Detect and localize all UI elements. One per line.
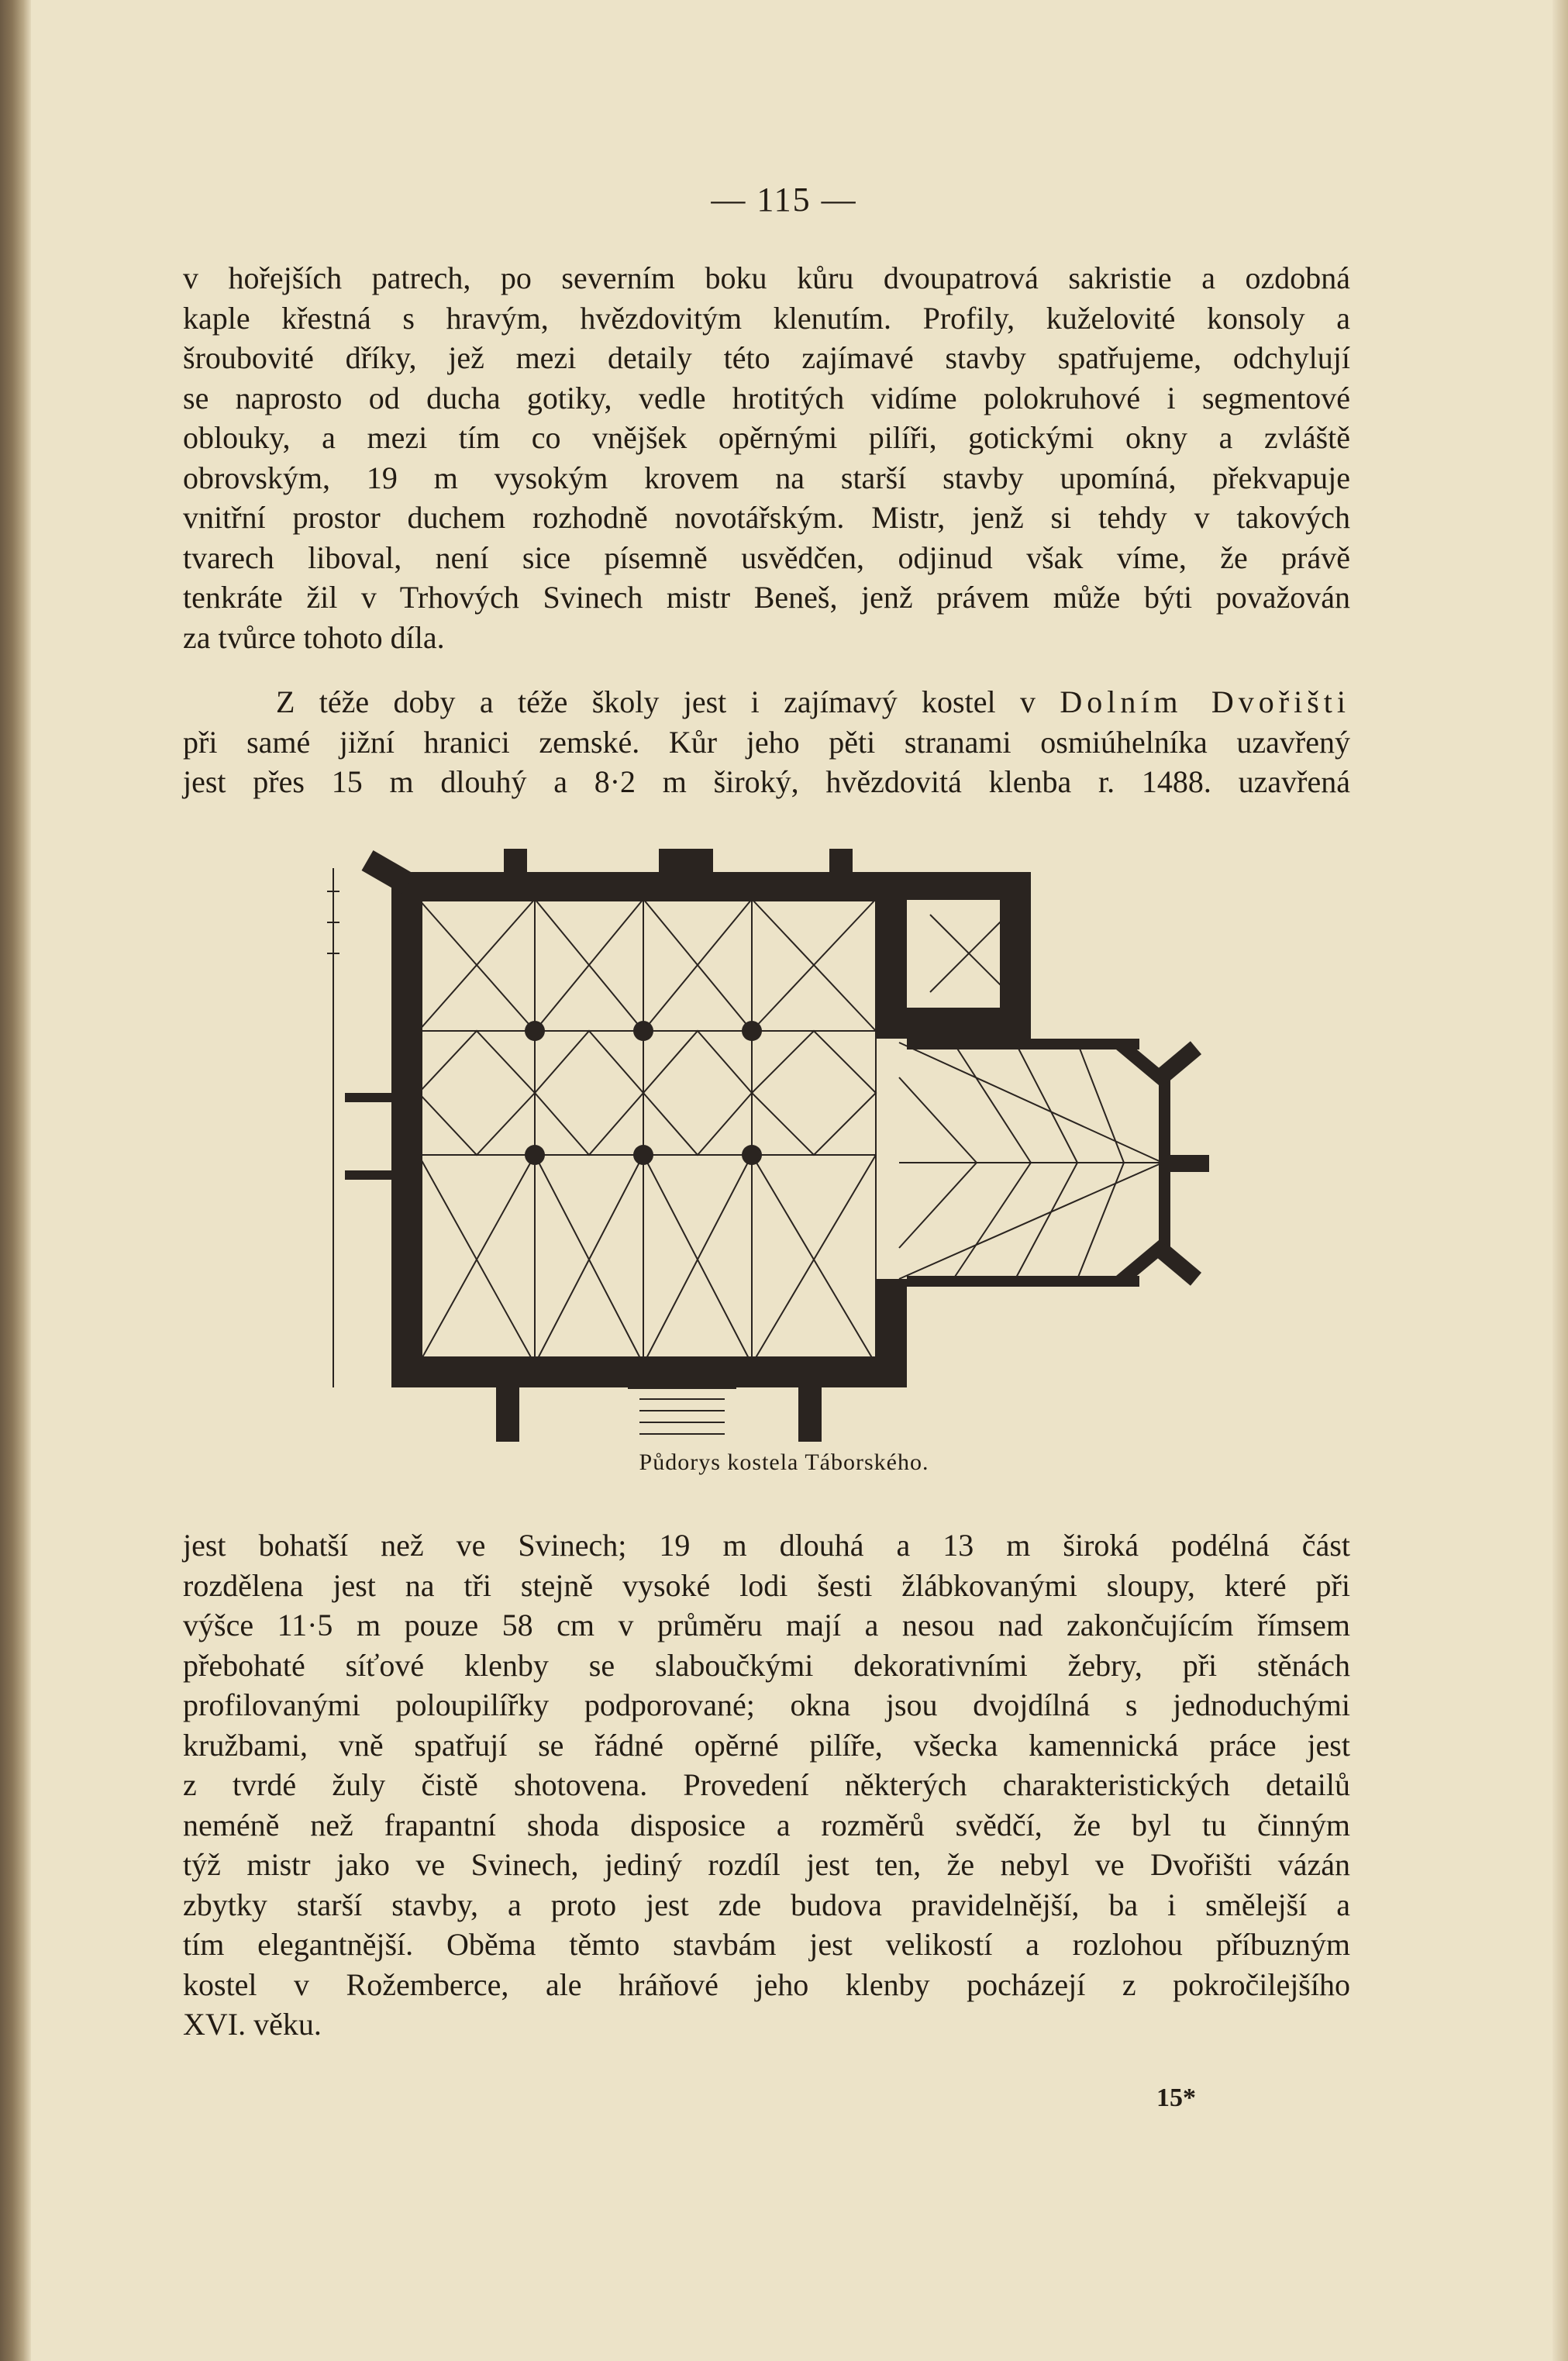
text-line: profilovanými poloupilířky podporované; okna jsou dvojdílná s jednoduchými bbox=[183, 1687, 1350, 1722]
text-line: neméně než frapantní shoda disposice a rozměrů svědčí, že byl tu činným bbox=[183, 1807, 1350, 1842]
porch-steps bbox=[639, 1399, 725, 1434]
text-line: rozdělena jest na tři stejně vysoké lodi šesti žlábkovanými sloupy, které při bbox=[183, 1567, 1350, 1603]
text-line: jest přes 15 m dlouhý a 8·2 m široký, hvězdovitá klenba r. 1488. uzavřená bbox=[183, 764, 1350, 799]
paragraph-1 bbox=[183, 258, 1350, 657]
text-line: kružbami, vně spatřují se řádné opěrné pilíře, všecka kamennická práce jest bbox=[183, 1727, 1350, 1763]
text-line bbox=[183, 682, 1350, 722]
text-line: za tvůrce tohoto díla. bbox=[183, 619, 445, 655]
text-line: výšce 11·5 m pouze 58 cm v průměru mají a nesou nad zakončujícím římsem bbox=[183, 1608, 1350, 1642]
text-line: jest bohatší než ve Svinech; 19 m dlouhá a 13 m široká podélná část bbox=[183, 1528, 1350, 1563]
vault-ribs bbox=[419, 899, 1163, 1364]
text-line: kostel v Rožemberce, ale hráňové jeho klenby pocházejí z pokročilejšího bbox=[183, 1966, 1350, 2002]
scale-bar bbox=[327, 868, 339, 1387]
text-line: zbytky starší stavby, a proto jest zde budova pravidelnější, ba i smělejší a bbox=[183, 1887, 1350, 1922]
paragraph-3 bbox=[183, 1525, 1350, 2045]
walls bbox=[345, 849, 1209, 1442]
text-line: tvarech liboval, není sice písemně usvědčen, odjinud však víme, že právě bbox=[183, 539, 1350, 575]
text-line: tenkráte žil v Trhových Svinech mistr Beneš, jenž právem může býti považován bbox=[183, 580, 1350, 615]
signature-mark: 15* bbox=[1156, 2084, 1196, 2112]
paragraph-2 bbox=[183, 682, 1350, 802]
text-line: při samé jižní hranici zemské. Kůr jeho pěti stranami osmiúhelníka uzavřený bbox=[183, 724, 1350, 760]
text-line: kaple křestná s hravým, hvězdovitým klenutím. Profily, kuželovité konsoly a bbox=[183, 300, 1350, 336]
book-binding-edge bbox=[0, 0, 31, 2361]
text-line: týž mistr jako ve Svinech, jediný rozdíl jest ten, že nebyl ve Dvořišti vázán bbox=[183, 1847, 1350, 1882]
text-line: šroubovité dříky, jež mezi detaily této zajímavé stavby spatřujeme, odchylují bbox=[183, 340, 1350, 375]
page-right-edge bbox=[1552, 0, 1568, 2361]
text-line: oblouky, a mezi tím co vnějšek opěrnými pilíři, gotickými okny a zvláště bbox=[183, 420, 1350, 455]
figure-caption: Půdorys kostela Táborského. bbox=[639, 1449, 929, 1475]
spaced-place-name: Dolním Dvořišti bbox=[1060, 684, 1351, 719]
church-floor-plan bbox=[318, 845, 1217, 1449]
text-line: z tvrdé žuly čistě shotovena. Provedení některých charakteristických detailů bbox=[183, 1767, 1350, 1802]
text-line: v hořejších patrech, po severním boku kůru dvoupatrová sakristie a ozdobná bbox=[183, 260, 1350, 295]
page-number: — 115 — bbox=[711, 181, 857, 219]
text-line: obrovským, 19 m vysokým krovem na starší stavby upomíná, překvapuje bbox=[183, 460, 1350, 495]
text-line: XVI. věku. bbox=[183, 2007, 322, 2042]
text-line: vnitřní prostor duchem rozhodně novotářským. Mistr, jenž si tehdy v takových bbox=[183, 500, 1350, 535]
text-line: se naprosto od ducha gotiky, vedle hrotitých vidíme polokruhové i segmentové bbox=[183, 380, 1350, 415]
text-line: přebohaté síťové klenby se slaboučkými dekorativními žebry, při stěnách bbox=[183, 1647, 1350, 1683]
text-fragment: Z téže doby a téže školy jest i zajímavý kostel v bbox=[276, 684, 1036, 719]
text-line: tím elegantnější. Oběma těmto stavbám jest velikostí a rozlohou příbuzným bbox=[183, 1927, 1350, 1962]
